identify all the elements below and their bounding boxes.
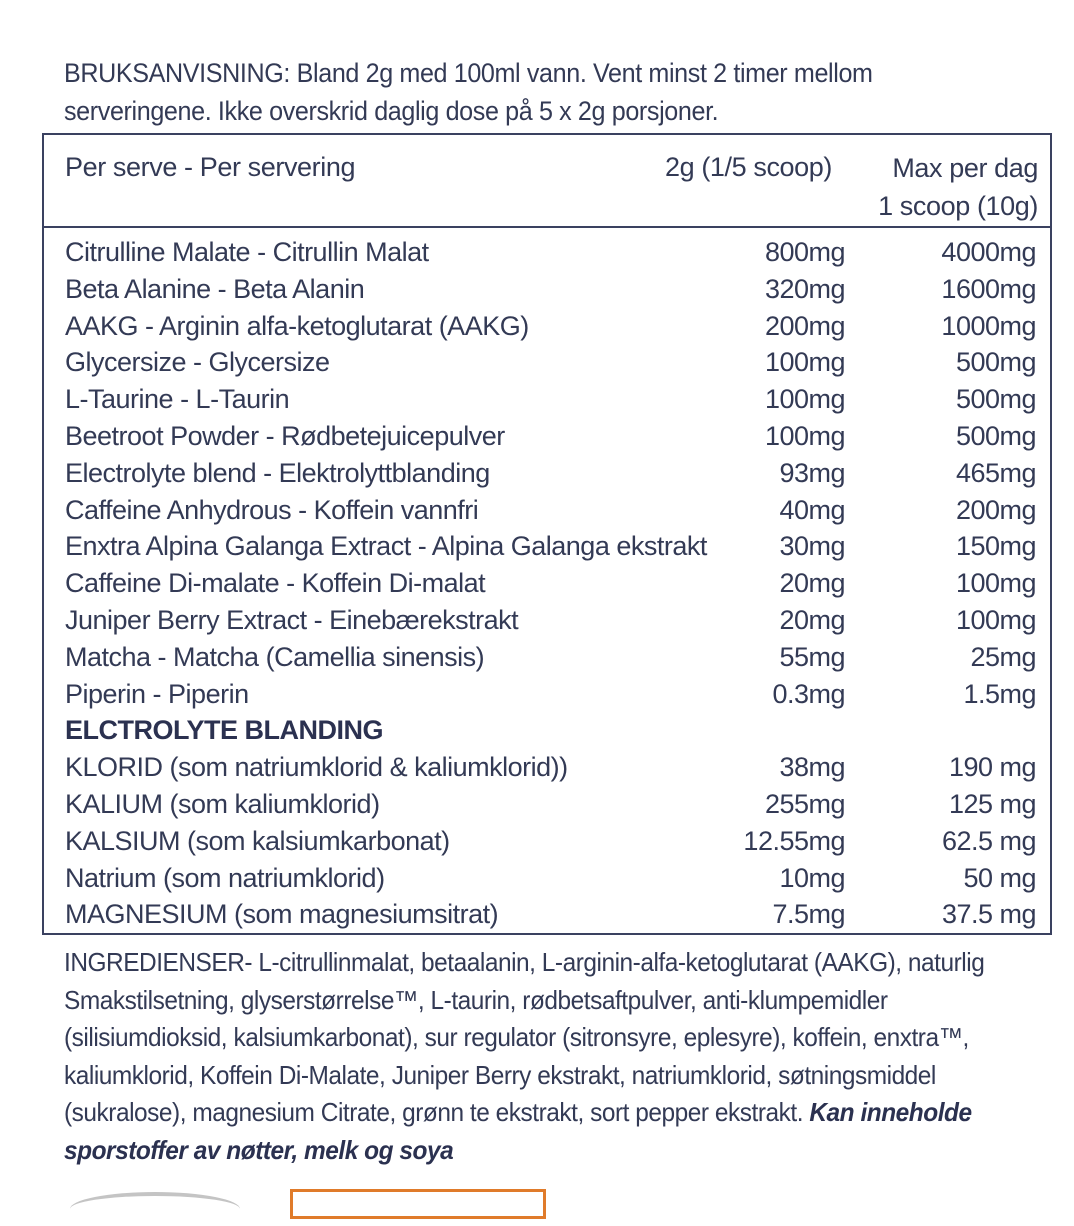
header-max-line2: 1 scoop (10g) — [878, 191, 1038, 221]
amount-per-serve: 255mg — [764, 788, 845, 819]
amount-max-per-day: 100mg — [955, 568, 1036, 599]
amount-max-per-day: 62.5 mg — [941, 825, 1036, 856]
table-row — [44, 455, 1050, 492]
amount-max-per-day: 1000mg — [941, 310, 1036, 341]
amount-max-per-day: 500mg — [955, 384, 1036, 415]
amount-max-per-day: 25mg — [970, 641, 1036, 672]
amount-max-per-day: 50 mg — [963, 862, 1036, 893]
section-heading — [44, 712, 1050, 749]
amount-max-per-day: 1.5mg — [963, 678, 1036, 709]
nutrient-name: Caffeine Anhydrous - Koffein vannfri — [65, 494, 479, 525]
amount-per-serve: 55mg — [779, 641, 845, 672]
header-label: Per serve - Per servering — [65, 152, 356, 182]
amount-max-per-day: 200mg — [955, 494, 1036, 525]
amount-per-serve: 320mg — [764, 273, 845, 304]
amount-per-serve: 38mg — [779, 752, 845, 783]
amount-per-serve: 10mg — [779, 862, 845, 893]
table-row — [44, 749, 1050, 786]
table-row — [44, 308, 1050, 345]
table-row — [44, 860, 1050, 897]
amount-per-serve: 12.55mg — [743, 825, 845, 856]
amount-per-serve: 7.5mg — [772, 899, 845, 930]
nutrient-name: Natrium (som natriumklorid) — [65, 862, 385, 893]
amount-per-serve: 40mg — [779, 494, 845, 525]
nutrient-name: KALSIUM (som kalsiumkarbonat) — [65, 825, 450, 856]
amount-max-per-day: 500mg — [955, 420, 1036, 451]
amount-max-per-day: 37.5 mg — [941, 899, 1036, 930]
nutrient-name: Piperin - Piperin — [65, 678, 249, 709]
table-row — [44, 639, 1050, 676]
nutrient-name: Matcha - Matcha (Camellia sinensis) — [65, 641, 485, 672]
table-row — [44, 565, 1050, 602]
nutrient-name: Electrolyte blend - Elektrolyttblanding — [65, 457, 490, 488]
header-max-line1: Max per dag — [892, 153, 1038, 183]
table-row — [44, 381, 1050, 418]
nutrient-name: Enxtra Alpina Galanga Extract - Alpina Galanga ekstrakt — [65, 531, 707, 562]
amount-max-per-day: 1600mg — [941, 273, 1036, 304]
nutrient-name: Caffeine Di-malate - Koffein Di-malat — [65, 568, 486, 599]
allergen-warning: Kan inneholde sporstoffer av nøtter, melk og soya — [64, 1097, 972, 1165]
nutrient-name: KLORID (som natriumklorid & kaliumklorid)) — [65, 752, 568, 783]
amount-per-serve: 20mg — [779, 604, 845, 635]
amount-per-serve: 100mg — [764, 347, 845, 378]
usage-instructions: BRUKSANVISNING: Bland 2g med 100ml vann. Vent minst 2 timer mellom serveringene. Ikke overskrid daglig dose på 5 x 2g porsjoner. — [64, 58, 873, 126]
amount-max-per-day: 150mg — [955, 531, 1036, 562]
amount-per-serve: 20mg — [779, 568, 845, 599]
table-body — [44, 234, 1050, 933]
amount-max-per-day: 500mg — [955, 347, 1036, 378]
amount-max-per-day: 190 mg — [948, 752, 1036, 783]
amount-per-serve: 0.3mg — [772, 678, 845, 709]
table-row — [44, 344, 1050, 381]
table-row — [44, 786, 1050, 823]
amount-per-serve: 93mg — [779, 457, 845, 488]
amount-per-serve: 800mg — [764, 237, 845, 267]
nutrient-name: AAKG - Arginin alfa-ketoglutarat (AAKG) — [65, 310, 529, 341]
ingredients-text: INGREDIENSER- L-citrullinmalat, betaalanin, L-arginin-alfa-ketoglutarat (AAKG), naturlig Smakstilsetning, glyserstørrelse™, L-taurin, rødbetsaftpulver, anti-klumpemidler (silisiumdioksid, kalsiumkarbonat), sur regulator (sitronsyre, eplesyre), koffein, enxtra™, kaliumklorid, Koffein Di-Malate, Juniper Berry ekstrakt, natriumklorid, søtningsmiddel (sukralose), magnesium Citrate, grønn te ekstrakt, sort pepper ekstrakt. — [64, 947, 985, 1127]
table-row — [44, 528, 1050, 565]
product-image-edge — [70, 1192, 240, 1226]
header-per-serve: 2g (1/5 scoop) — [665, 152, 832, 182]
label-box-edge — [290, 1189, 546, 1219]
amount-per-serve: 30mg — [779, 531, 845, 562]
table-row — [44, 602, 1050, 639]
amount-per-serve: 100mg — [764, 384, 845, 415]
nutrient-name: L-Taurine - L-Taurin — [65, 384, 290, 415]
nutrient-name: Juniper Berry Extract - Einebærekstrakt — [65, 604, 519, 635]
amount-max-per-day: 4000mg — [941, 237, 1036, 267]
ingredients-list — [64, 944, 1013, 1169]
nutrient-name: Beetroot Powder - Rødbetejuicepulver — [65, 420, 505, 451]
amount-max-per-day: 125 mg — [948, 788, 1036, 819]
amount-max-per-day: 100mg — [955, 604, 1036, 635]
table-row — [44, 418, 1050, 455]
table-header — [44, 135, 1050, 228]
table-row — [44, 271, 1050, 308]
amount-per-serve: 100mg — [764, 420, 845, 451]
nutrient-name: KALIUM (som kaliumklorid) — [65, 788, 380, 819]
nutrient-name: Citrulline Malate - Citrullin Malat — [65, 237, 429, 267]
amount-max-per-day: 465mg — [955, 457, 1036, 488]
table-row — [44, 492, 1050, 529]
table-row — [44, 823, 1050, 860]
table-row — [44, 676, 1050, 713]
nutrient-name: Glycersize - Glycersize — [65, 347, 330, 378]
nutrition-table — [42, 133, 1052, 935]
nutrient-name: ELCTROLYTE BLANDING — [65, 715, 384, 746]
nutrient-name: Beta Alanine - Beta Alanin — [65, 273, 365, 304]
header-max-per-day — [878, 149, 1038, 225]
nutrient-name: MAGNESIUM (som magnesiumsitrat) — [65, 899, 499, 930]
amount-per-serve: 200mg — [764, 310, 845, 341]
table-row — [44, 896, 1050, 933]
table-row — [44, 234, 1050, 271]
